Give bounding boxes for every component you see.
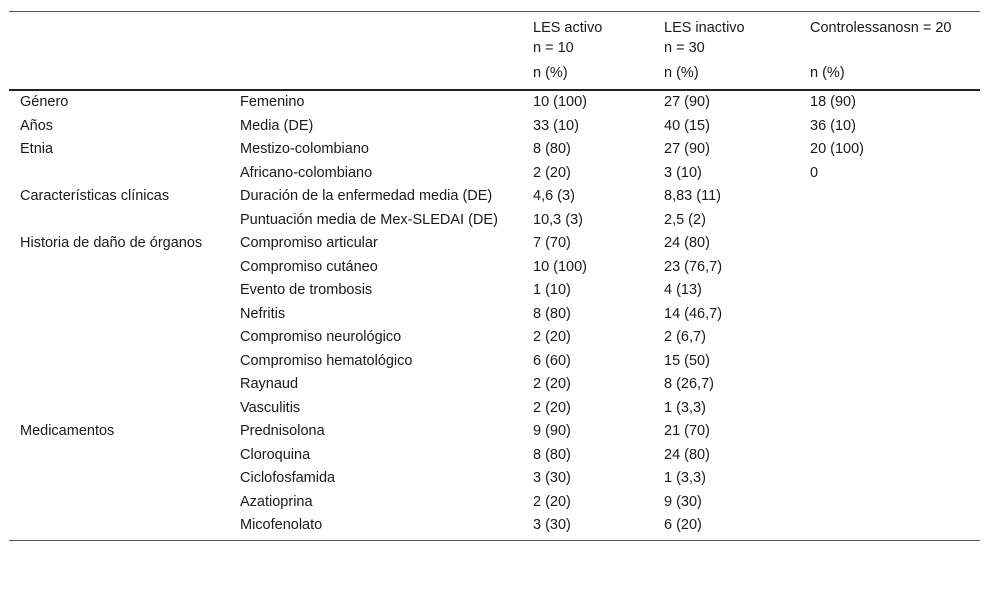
row-category: [9, 444, 229, 468]
row-les-inactivo-value: 21 (70): [664, 423, 710, 439]
row-les-activo-value: 7 (70): [533, 235, 571, 251]
header-les-activo-label: LES activo: [533, 20, 603, 36]
table-row: [9, 138, 980, 162]
table-row: [9, 420, 980, 444]
row-item: Compromiso articular: [240, 235, 378, 251]
row-item: Media (DE): [240, 117, 314, 134]
row-les-activo-value: 9 (90): [533, 423, 571, 439]
row-les-inactivo-value: 23 (76,7): [664, 258, 723, 275]
row-controles-value: [799, 303, 980, 327]
row-category: Medicamentos: [20, 423, 115, 439]
row-controles-value: [799, 185, 980, 209]
header-controles-label: Controlessanosn = 20: [810, 20, 952, 36]
row-category: Historia de daño de órganos: [20, 235, 203, 251]
row-controles-value: 20 (100): [810, 141, 865, 157]
row-les-inactivo-value: 2 (6,7): [664, 329, 706, 345]
row-les-inactivo-value: 15 (50): [664, 352, 710, 369]
row-les-inactivo-value: 3 (10): [664, 164, 702, 181]
row-category: [9, 326, 229, 350]
row-item: Compromiso cutáneo: [240, 258, 378, 275]
row-controles-value: [799, 209, 980, 233]
row-les-activo-value: 8 (80): [533, 141, 571, 157]
row-les-inactivo-value: 14 (46,7): [664, 305, 723, 322]
header-les-activo-n: n = 10: [533, 40, 574, 56]
row-item: Compromiso neurológico: [240, 329, 402, 345]
row-item: Compromiso hematológico: [240, 352, 413, 369]
row-item: Nefritis: [240, 305, 286, 322]
row-controles-value: [799, 514, 980, 540]
row-les-inactivo-value: 40 (15): [664, 117, 710, 134]
row-les-activo-value: 2 (20): [533, 493, 571, 510]
header-cell-item: [229, 12, 522, 59]
row-controles-value: [799, 491, 980, 515]
row-category: Características clínicas: [20, 188, 170, 204]
row-les-inactivo-value: 2,5 (2): [664, 211, 706, 228]
table-row: [9, 514, 980, 540]
row-category: [9, 514, 229, 540]
row-controles-value: [799, 279, 980, 303]
row-les-inactivo-value: 24 (80): [664, 446, 710, 463]
table-body: [9, 90, 980, 540]
row-item: Duración de la enfermedad media (DE): [240, 188, 493, 204]
header-cell-controles: [799, 12, 980, 59]
row-item: Raynaud: [240, 376, 299, 392]
subheader-les-activo: n (%): [522, 58, 653, 90]
row-category: [9, 256, 229, 280]
row-les-inactivo-value: 9 (30): [664, 493, 702, 510]
row-controles-value: [799, 232, 980, 256]
row-les-activo-value: 6 (60): [533, 352, 571, 369]
row-les-activo-value: 4,6 (3): [533, 188, 575, 204]
row-les-activo-value: 2 (20): [533, 376, 571, 392]
table-row: [9, 115, 980, 139]
row-controles-value: [799, 467, 980, 491]
table-row: [9, 279, 980, 303]
row-les-activo-value: 10 (100): [533, 94, 588, 110]
header-cell-les-inactivo: [653, 12, 799, 59]
row-les-activo-value: 3 (30): [522, 514, 653, 540]
subheader-row: [9, 58, 980, 90]
row-item: Africano-colombiano: [240, 164, 373, 181]
row-item: Azatioprina: [240, 493, 313, 510]
row-les-inactivo-value: 6 (20): [653, 514, 799, 540]
subheader-controles: n (%): [799, 58, 980, 90]
table-row: [9, 467, 980, 491]
row-les-activo-value: 33 (10): [533, 117, 579, 134]
table-row: [9, 373, 980, 397]
row-category: [9, 303, 229, 327]
table-row: [9, 232, 980, 256]
row-category: [9, 209, 229, 233]
row-item: Femenino: [240, 94, 305, 110]
row-item: Mestizo-colombiano: [240, 141, 369, 157]
table-header: [9, 12, 980, 91]
subheader-cell-category: [9, 58, 229, 90]
header-les-inactivo-label: LES inactivo: [664, 20, 745, 36]
row-category: [9, 491, 229, 515]
row-les-inactivo-value: 27 (90): [664, 94, 710, 110]
table-row: [9, 209, 980, 233]
row-category: [9, 397, 229, 421]
row-category: [9, 279, 229, 303]
row-les-inactivo-value: 1 (3,3): [664, 399, 706, 416]
row-controles-value: [799, 350, 980, 374]
row-les-activo-value: 8 (80): [533, 305, 571, 322]
row-category: [9, 162, 229, 186]
row-les-inactivo-value: 8 (26,7): [664, 376, 714, 392]
row-category: Etnia: [20, 141, 54, 157]
row-controles-value: 0: [810, 164, 819, 181]
row-item: Cloroquina: [240, 446, 311, 463]
row-item: Ciclofosfamida: [240, 470, 336, 486]
row-category: Años: [20, 117, 54, 134]
row-les-inactivo-value: 1 (3,3): [664, 470, 706, 486]
header-cell-les-activo: [522, 12, 653, 59]
row-les-activo-value: 3 (30): [533, 470, 571, 486]
row-les-activo-value: 2 (20): [533, 399, 571, 416]
row-les-inactivo-value: 27 (90): [664, 141, 710, 157]
row-controles-value: [799, 420, 980, 444]
row-les-inactivo-value: 8,83 (11): [664, 188, 721, 204]
row-les-inactivo-value: 24 (80): [664, 235, 710, 251]
row-controles-value: 36 (10): [810, 117, 856, 134]
row-item: Micofenolato: [229, 514, 522, 540]
header-row: [9, 12, 980, 59]
row-les-activo-value: 2 (20): [533, 164, 571, 181]
row-item: Vasculitis: [240, 399, 301, 416]
row-controles-value: [799, 326, 980, 350]
row-item: Prednisolona: [240, 423, 325, 439]
subheader-cell-item: [229, 58, 522, 90]
header-cell-category: [9, 12, 229, 59]
row-controles-value: [799, 256, 980, 280]
table-row: [9, 303, 980, 327]
header-les-inactivo-n: n = 30: [664, 40, 705, 56]
table-row: [9, 162, 980, 186]
row-category: Género: [20, 94, 69, 110]
table-row: [9, 256, 980, 280]
table-row: [9, 90, 980, 115]
row-category: [9, 350, 229, 374]
row-category: [9, 373, 229, 397]
row-controles-value: 18 (90): [810, 94, 856, 110]
table-row: [9, 326, 980, 350]
row-controles-value: [799, 444, 980, 468]
table-row: [9, 491, 980, 515]
row-item: Puntuación media de Mex-SLEDAI (DE): [240, 211, 498, 228]
row-controles-value: [799, 373, 980, 397]
row-les-activo-value: 2 (20): [533, 329, 571, 345]
subheader-les-inactivo: n (%): [653, 58, 799, 90]
demographics-table: [9, 11, 980, 541]
table-row: [9, 350, 980, 374]
row-category: [9, 467, 229, 491]
table-row: [9, 185, 980, 209]
row-les-inactivo-value: 4 (13): [664, 282, 702, 298]
row-les-activo-value: 10 (100): [533, 258, 588, 275]
table-row: [9, 444, 980, 468]
row-les-activo-value: 1 (10): [533, 282, 571, 298]
table-row: [9, 397, 980, 421]
row-controles-value: [799, 397, 980, 421]
row-les-activo-value: 8 (80): [533, 446, 571, 463]
row-les-activo-value: 10,3 (3): [533, 211, 583, 228]
row-item: Evento de trombosis: [240, 282, 373, 298]
